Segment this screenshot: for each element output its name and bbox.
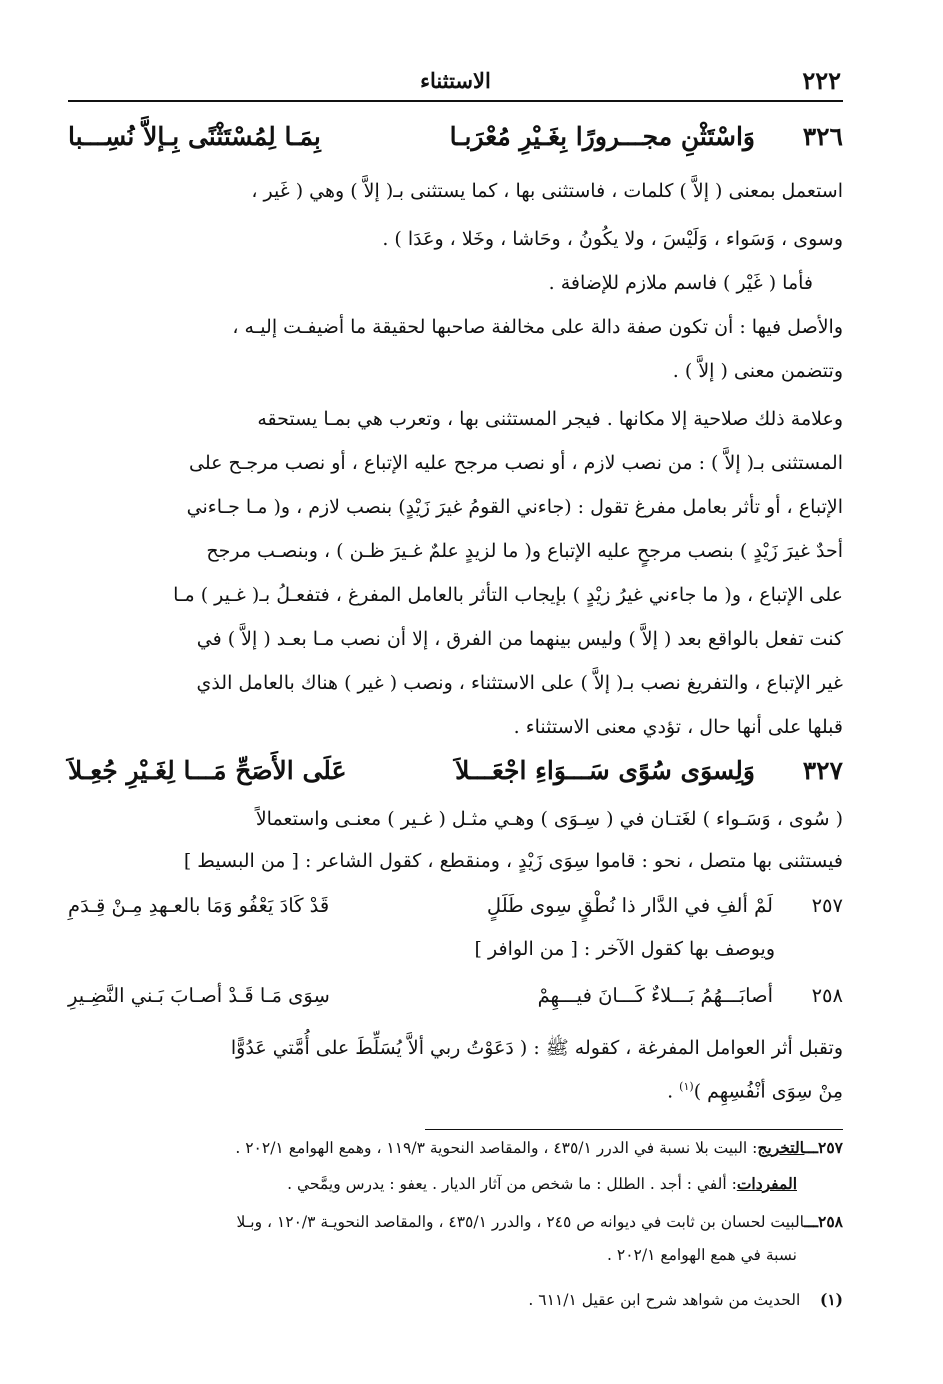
hadith-end: مِنْ سِوَى أنْفُسِهِم )	[693, 1080, 843, 1103]
paragraph-line: استعمل بمعنى ( إلاَّ ) كلمات ، فاستثنى بها ، كما يستثنى بـ( إلاَّ ) وهي ( غَير ،	[251, 180, 843, 202]
paragraph-line: وتقبل أثر العوامل المفرغة ، كقوله ﷺ : ( دَعَوْتُ ربي ألاَّ يُسَلِّطَ على أُمَّتي عَدُوًّا	[230, 1037, 843, 1059]
footnote-258	[68, 1212, 843, 1231]
footnote-text: : ألفي : أجد . الطلل : ما شخص من آثار الديار . يعفو : يدرس ويمَّحي .	[287, 1175, 737, 1193]
running-title: الاستثناء	[420, 68, 491, 93]
paragraph-line	[68, 1080, 843, 1102]
footnote-257-vocab	[68, 1174, 843, 1193]
verse-number: ٣٢٧	[802, 756, 843, 785]
paragraph-line: ويوصف بها كقول الآخر : [ من الوافر ]	[474, 938, 775, 960]
footnote-1	[68, 1290, 843, 1309]
footnote-text: : البيت بلا نسبة في الدرر ٤٣٥/١ ، والمقاصد النحوية ١١٩/٣ ، وهمع الهوامع ٢٠٢/١ .	[235, 1139, 758, 1157]
footnote-257	[68, 1138, 843, 1157]
paragraph-line: وسوى ، وَسَواء ، وَلَيْسَ ، ولا يكُونُ ، وحَاشا ، وخَلا ، وعَدَا ) .	[382, 228, 843, 250]
footnote-text: البيت لحسان بن ثابت في ديوانه ص ٢٤٥ ، والدرر ٤٣٥/١ ، والمقاصد النحويـة ١٢٠/٣ ، وبـلا	[236, 1213, 805, 1231]
poem-257	[68, 894, 843, 934]
paragraph-line: ( سُوى ، وَسَـواء ) لغَتـان في ( سِـوَى ) وهـي مثـل ( غـير ) معنـى واستعمالاً	[255, 808, 843, 830]
footnote-label: التخريج	[757, 1138, 805, 1157]
paragraph-line: وتتضمن معنى ( إلاَّ ) .	[672, 360, 843, 382]
paragraph-line: والأصل فيها : أن تكون صفة دالة على مخالفة صاحبها لحقيقة ما أضيفـت إليـه ،	[232, 316, 843, 338]
poem-number: ٢٥٧	[811, 894, 843, 917]
poem-hemistich-first: أصابَـــهُمُ بَـــلاءٌ كَـــانَ فيـــهِمْ	[537, 984, 773, 1007]
footnote-258-cont: نسبة في همع الهوامع ٢٠٢/١ .	[607, 1246, 797, 1264]
paragraph-line: الإتباع ، أو تأثر بعامل مفرغ تقول : (جاءني القومُ غيرَ زَيْدٍ) بنصب لازم ، و( مـا جـاءني	[186, 496, 843, 518]
footnote-marker: (١)	[679, 1080, 694, 1093]
paragraph-line: المستثنى بـ( إلاَّ ) : من نصب لازم ، أو نصب مرجح عليه الإتباع ، أو نصب مرجـح على	[189, 452, 843, 474]
paragraph-line: غير الإتباع ، والتفريغ نصب بـ( إلاَّ ) على الاستثناء ، ونصب ( غير ) هناك بالعامل الذي	[196, 672, 843, 694]
verse-327	[68, 752, 843, 796]
verse-hemistich-first: وَاسْتَثْنِ مجـــرورًا بِغَـيْرِ مُعْرَبـا	[449, 122, 755, 151]
footnote-number: ٢٥٨ـــ	[804, 1212, 843, 1231]
footnote-number: ٢٥٧ـــ	[804, 1138, 843, 1157]
poem-hemistich-second: قَدْ كَادَ يَعْفُو وَمَا بالعـهدِ مِـنْ قِـدَمِ	[68, 894, 330, 917]
page-number: ٢٢٢	[802, 66, 841, 95]
paragraph-line: قبلها على أنها حال ، تؤدي معنى الاستثناء .	[513, 716, 843, 738]
paragraph-line: كنت تفعل بالواقع بعد ( إلاَّ ) وليس بينهما من الفرق ، إلا أن نصب مـا بعـد ( إلاَّ ) في	[196, 628, 843, 650]
verse-hemistich-first: وَلِسوَى سُوًى سَـــوَاءِ اجْعَـــلاَ	[455, 756, 755, 785]
footnote-number: (١)	[819, 1290, 843, 1309]
line-end: .	[667, 1080, 680, 1103]
poem-hemistich-second: سِوَى مَـا قَـدْ أصـابَ بَـني النَّضِـيرِ	[68, 984, 330, 1007]
paragraph-line: فيستثنى بها متصل ، نحو : قاموا سِوَى زَيْدٍ ، ومنقطع ، كقول الشاعر : [ من البسيط ]	[183, 850, 843, 872]
page-header	[68, 64, 843, 102]
poem-258	[68, 984, 843, 1024]
footnote-separator	[425, 1129, 843, 1130]
paragraph-line: وعلامة ذلك صلاحية إلا مكانها . فيجر المستثنى بها ، وتعرب هي بمـا يستحقه	[257, 408, 843, 430]
verse-326	[68, 118, 843, 162]
poem-number: ٢٥٨	[811, 984, 843, 1007]
verse-hemistich-second: عَلَى الأَصَحِّ مَـــا لِغَـيْرِ جُعِـلاَ	[68, 756, 347, 785]
paragraph-line: على الإتباع ، و( ما جاءني غيرُ زيْدٍ ) بإيجاب التأثر بالعامل المفرغ ، فتفعـلُ بـ( غـير ) مـا	[173, 584, 843, 606]
paragraph-line: فأما ( غَيْر ) فاسم ملازم للإضافة .	[548, 272, 813, 294]
poem-hemistich-first: لَمْ ألفِ في الدَّار ذا نُطْقٍ سِوى طَلَلٍ	[486, 894, 773, 917]
verse-number: ٣٢٦	[802, 122, 843, 151]
verse-hemistich-second: بِمَـا لِمُسْتَثْنًى بِـإلاَّ نُسِـــبا	[68, 122, 321, 151]
footnote-text: الحديث من شواهد شرح ابن عقيل ٦١١/١ .	[528, 1291, 801, 1309]
paragraph-line: أحدٌ غيرَ زَيْدٍ ) بنصب مرجحٍ عليه الإتباع و( ما لزيدٍ علمٌ غـيرَ ظـن ) ، وبنصـب مرجح	[206, 540, 843, 562]
footnote-label: المفردات	[736, 1174, 797, 1193]
